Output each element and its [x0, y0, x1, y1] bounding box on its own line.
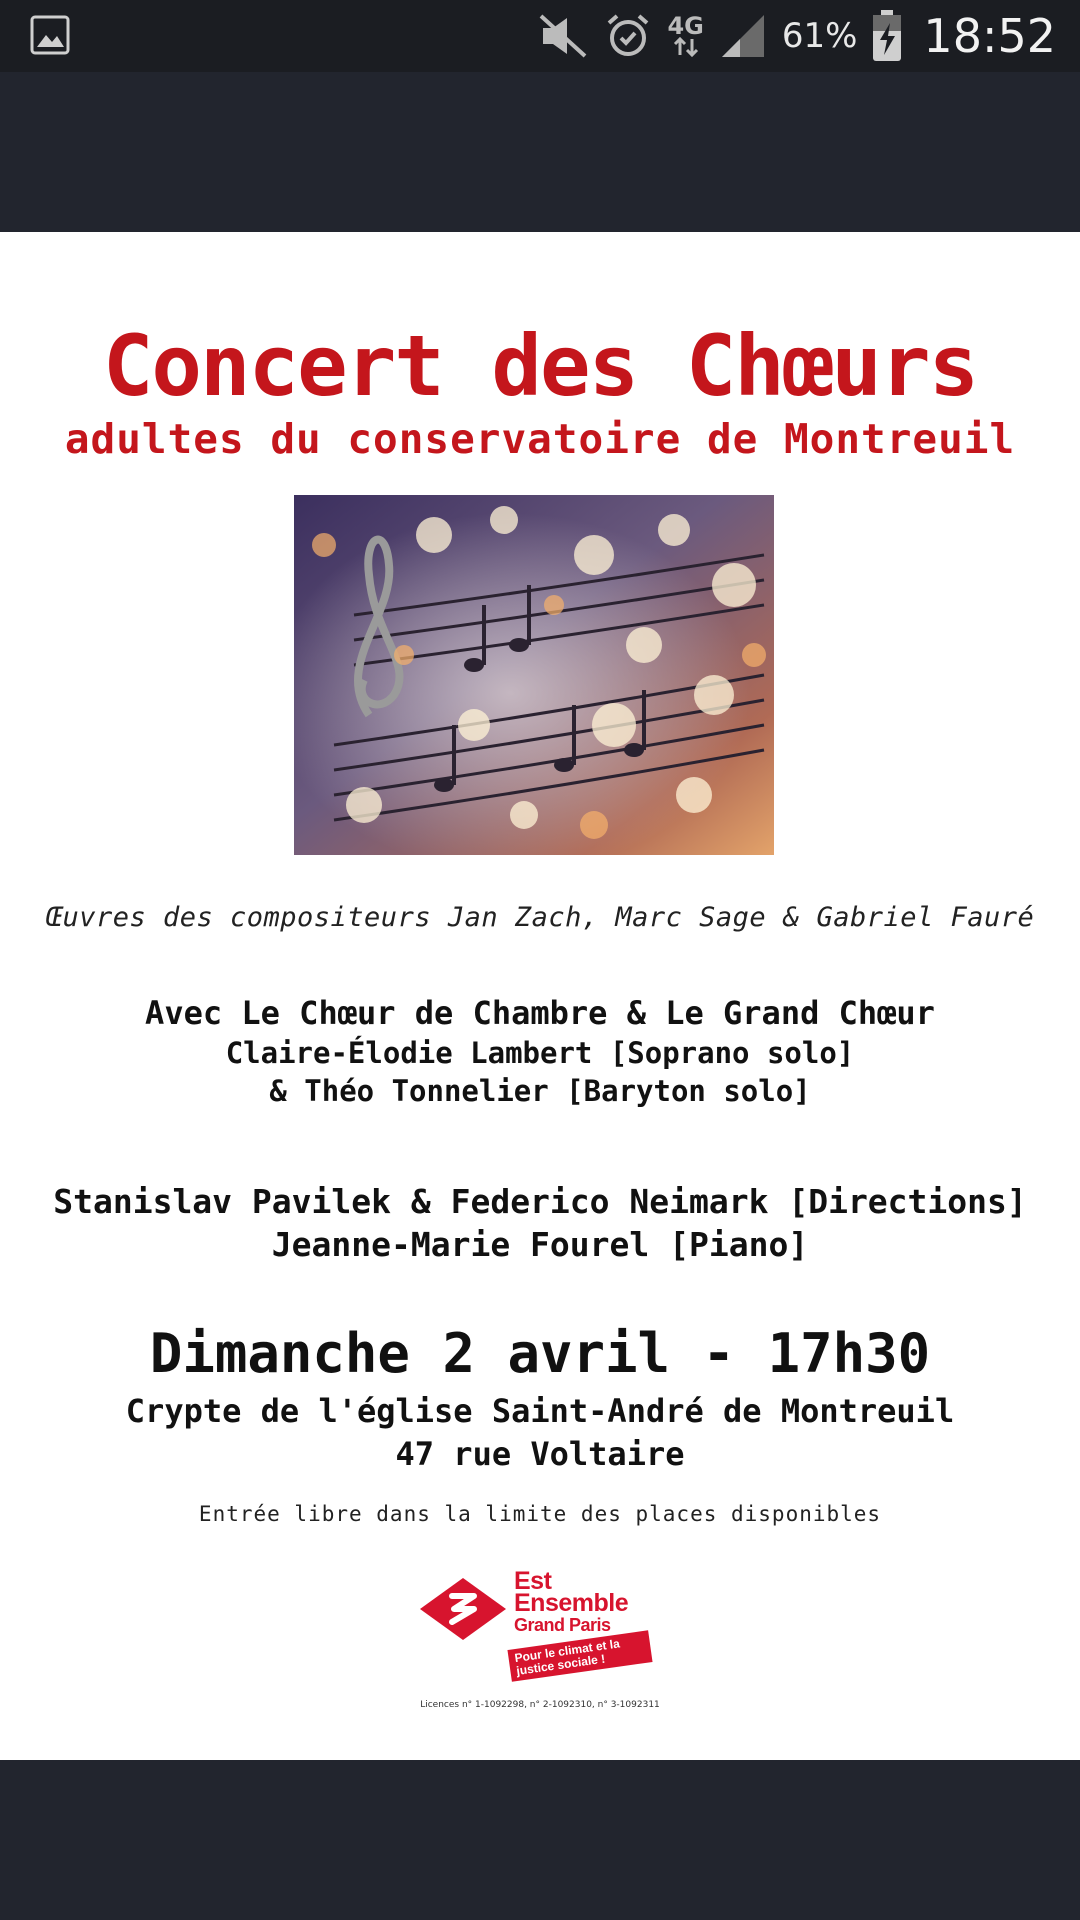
logo-text-line-3: Grand Paris — [514, 1615, 611, 1635]
directors-line: Stanislav Pavilek & Federico Neimark [Directions] — [53, 1182, 1027, 1221]
venue-address: 47 rue Voltaire — [395, 1435, 685, 1473]
network-type-indicator: 4G — [667, 15, 703, 57]
logo-tagline: Pour le climat et la justice sociale ! — [507, 1630, 652, 1681]
concert-poster[interactable] — [0, 232, 1080, 1760]
licence-numbers: Licences n° 1-1092298, n° 2-1092310, n° 3-1092311 — [420, 1700, 660, 1710]
clock: 18:52 — [923, 9, 1056, 63]
poster-title: Concert des Chœurs — [102, 317, 978, 415]
venue-name: Crypte de l'église Saint-André de Montreuil — [125, 1392, 955, 1430]
alarm-icon — [603, 11, 653, 61]
mute-icon — [537, 12, 589, 60]
soloist-line-2: & Théo Tonnelier [Baryton solo] — [269, 1074, 811, 1108]
est-ensemble-logo-mark — [418, 1576, 508, 1646]
signal-icon — [718, 11, 768, 61]
battery-charging-icon — [871, 9, 903, 63]
poster-subtitle: adultes du conservatoire de Montreuil — [64, 415, 1016, 463]
logo-text-line-2: Ensemble — [514, 1589, 629, 1617]
concert-date: Dimanche 2 avril - 17h30 — [149, 1322, 931, 1385]
pianist-line: Jeanne-Marie Fourel [Piano] — [271, 1225, 809, 1264]
choir-line: Avec Le Chœur de Chambre & Le Grand Chœur — [145, 994, 935, 1032]
music-notes-photo — [294, 495, 774, 855]
logo-text-line-1: Est — [514, 1567, 552, 1595]
works-line: Œuvres des compositeurs Jan Zach, Marc Sage & Gabriel Fauré — [45, 902, 1035, 933]
data-arrows-icon — [673, 37, 699, 57]
gallery-icon — [30, 15, 70, 55]
battery-percent: 61% — [781, 16, 858, 56]
status-bar — [0, 0, 1080, 72]
soloist-line-1: Claire-Élodie Lambert [Soprano solo] — [225, 1036, 855, 1070]
est-ensemble-logo — [418, 1567, 668, 1690]
entry-note: Entrée libre dans la limite des places disponibles — [198, 1502, 882, 1526]
